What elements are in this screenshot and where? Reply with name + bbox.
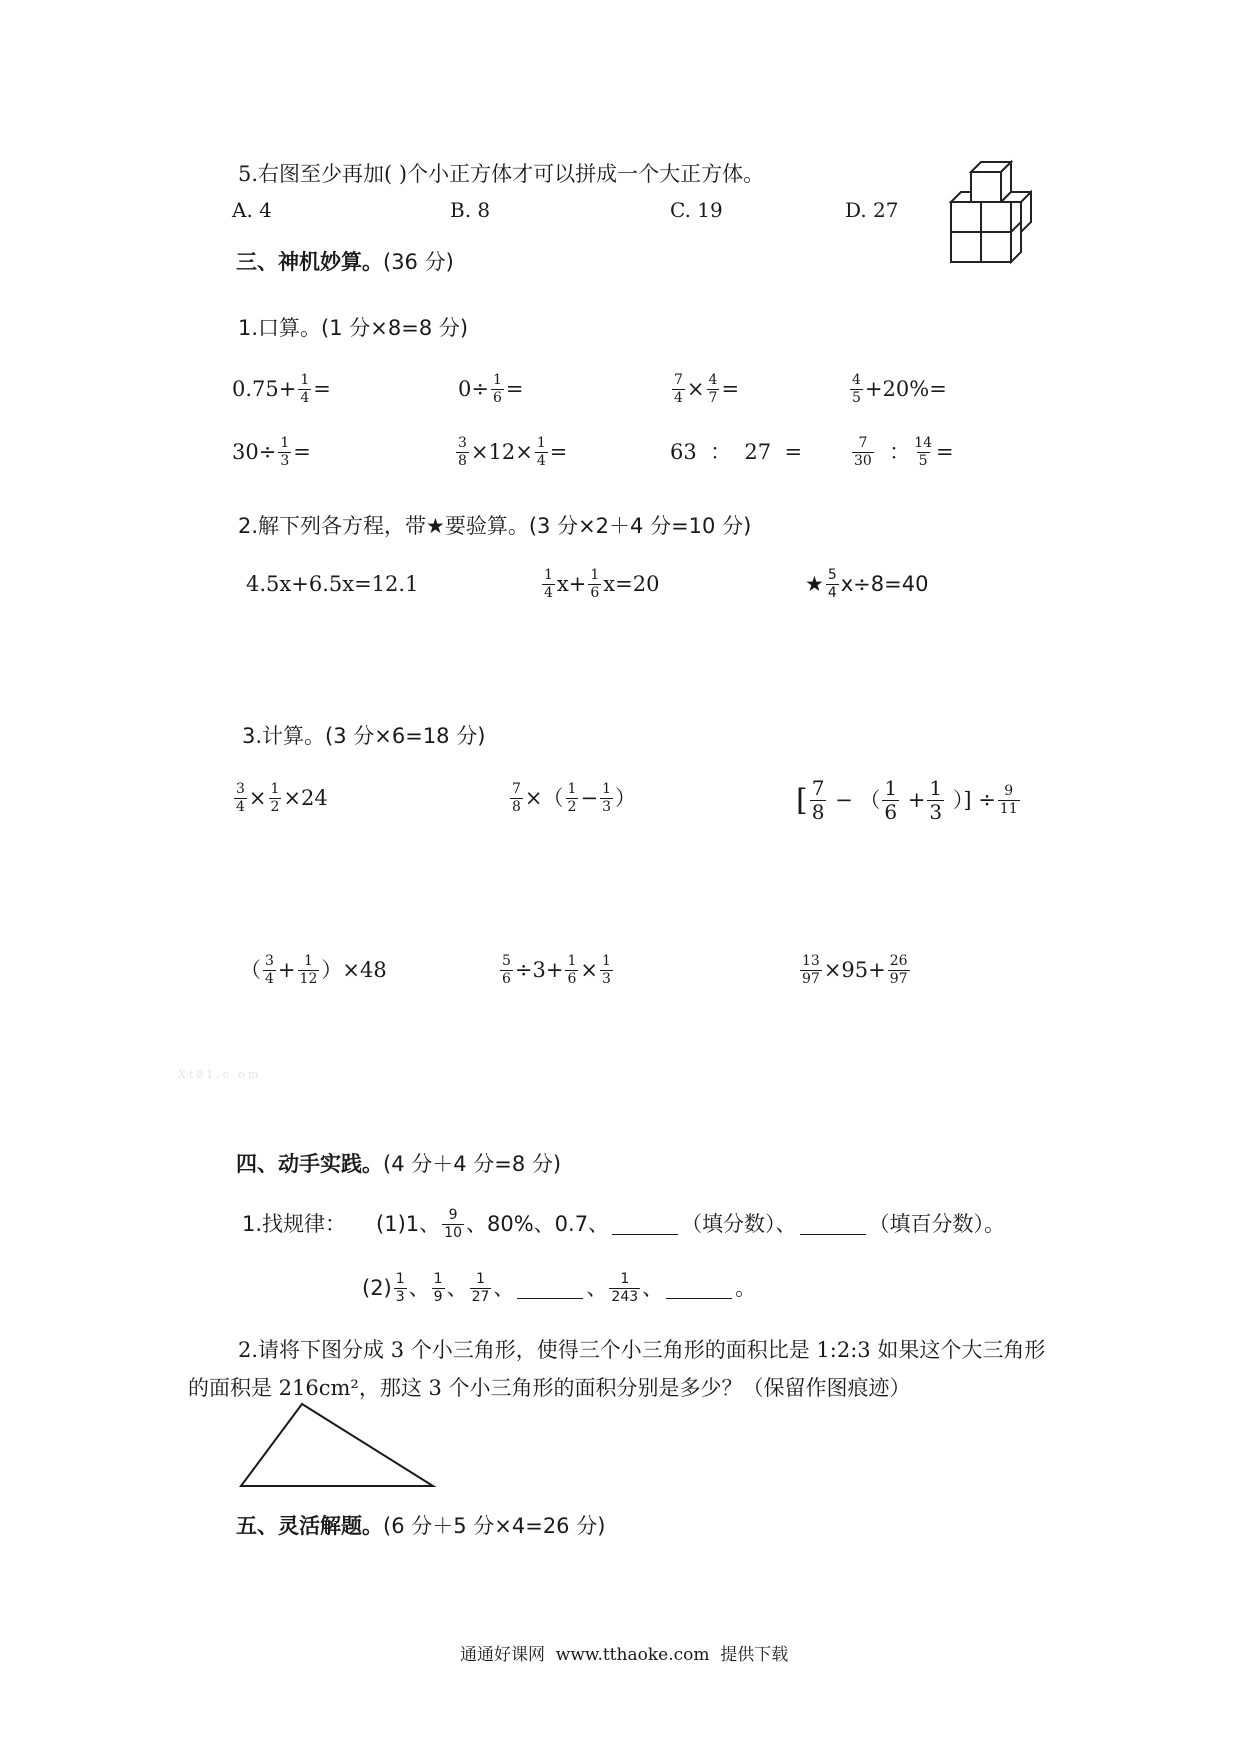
blank-1[interactable] <box>612 1214 678 1235</box>
q5-option-b: B. 8 <box>450 198 491 222</box>
oral-item-2: 0÷ $\frac{1}{6}$ = <box>458 372 524 406</box>
equation-1: 4.5x+6.5x=12.1 <box>246 572 419 596</box>
section4-title: 四、动手实践。 <box>236 1152 383 1176</box>
calc-2: $\frac{7}{8}$ ×（ $\frac{1}{2}$ − $\frac{1}{3}$ ） <box>512 781 636 815</box>
q5-option-a: A. 4 <box>232 198 272 222</box>
s3-p3-title: 3.计算。(3 分×6=18 分) <box>242 724 486 748</box>
calc-6: $\frac{13}{97}$ ×95+ $\frac{26}{97}$ <box>802 953 908 987</box>
q5-option-d: D. 27 <box>845 198 899 222</box>
watermark-text: Xt81.c om <box>178 1068 262 1081</box>
s3-p1-title: 1.口算。(1 分×8=8 分) <box>238 316 469 340</box>
blank-4[interactable] <box>666 1278 732 1299</box>
section4-heading <box>236 1148 561 1178</box>
section5-title: 五、灵活解题。 <box>236 1514 383 1538</box>
section4-score: (4 分＋4 分=8 分) <box>383 1152 562 1176</box>
oral-item-4: $\frac{4}{5}$ +20%= <box>852 372 947 406</box>
triangle-question-line1: 2.请将下图分成 3 个小三角形，使得三个小三角形的面积比是 1:2:3 如果这个大三角形 <box>238 1338 1046 1362</box>
footer-credit: 通通好课网 www.tthaoke.com 提供下载 <box>460 1645 789 1665</box>
oral-item-7: 63 ： 27 = <box>670 440 803 464</box>
calc-1: $\frac{3}{4}$ × $\frac{1}{2}$ ×24 <box>236 781 328 815</box>
oral-item-3: $\frac{7}{4}$ × $\frac{4}{7}$ = <box>674 372 740 406</box>
oral-item-8: $\frac{7}{30}$ ： $\frac{14}{5}$ = <box>854 435 954 469</box>
q5-text: 5.右图至少再加( )个小正方体才可以拼成一个大正方体。 <box>238 162 765 186</box>
q5-option-c: C. 19 <box>670 198 723 222</box>
section5-heading <box>236 1510 605 1540</box>
triangle-figure <box>238 1400 438 1490</box>
triangle-question-line2: 的面积是 216cm²，那这 3 个小三角形的面积分别是多少？（保留作图痕迹） <box>188 1376 911 1400</box>
section3-title: 三、神机妙算。 <box>236 250 383 274</box>
pattern-row-2: (2) $\frac{1}{3}$ 、 $\frac{1}{9}$ 、 $\frac{1}{27}$ 、 、 $\frac{1}{243}$ 、 。 <box>362 1271 757 1305</box>
cube-stack-figure <box>945 158 1045 270</box>
calc-5: $\frac{5}{6}$ ÷3+ $\frac{1}{6}$ × $\frac{1}{3}$ <box>502 953 611 987</box>
s3-p2-title: 2.解下列各方程，带★要验算。(3 分×2＋4 分=10 分) <box>238 514 752 538</box>
oral-item-6: $\frac{3}{8}$ ×12× $\frac{1}{4}$ = <box>458 435 568 469</box>
equation-2: $\frac{1}{4}$ x+ $\frac{1}{6}$ x=20 <box>544 567 660 601</box>
pattern-row-1: 1.找规律： (1)1、 $\frac{9}{10}$ 、80%、0.7、 （填分数）、 （填百分数）。 <box>242 1207 1006 1241</box>
oral-item-1: 0.75+ $\frac{1}{4}$ = <box>232 372 331 406</box>
pattern-label: 1.找规律： <box>242 1211 347 1236</box>
section3-score: (36 分) <box>383 250 454 274</box>
equation-3-starred: ★ $\frac{5}{4}$ x÷8=40 <box>805 567 929 601</box>
blank-3[interactable] <box>517 1278 583 1299</box>
section5-score: (6 分＋5 分×4=26 分) <box>383 1514 606 1538</box>
blank-2[interactable] <box>800 1214 866 1235</box>
oral-item-5: 30÷ $\frac{1}{3}$ = <box>232 435 311 469</box>
calc-3: [ $\frac{7}{8}$ − （ $\frac{1}{6}$ + $\frac{1}{3}$ ）] ÷ $\frac{9}{11}$ <box>796 776 1018 824</box>
section3-heading <box>236 246 454 276</box>
calc-4: （ $\frac{3}{4}$ + $\frac{1}{12}$ ）×48 <box>240 953 387 987</box>
